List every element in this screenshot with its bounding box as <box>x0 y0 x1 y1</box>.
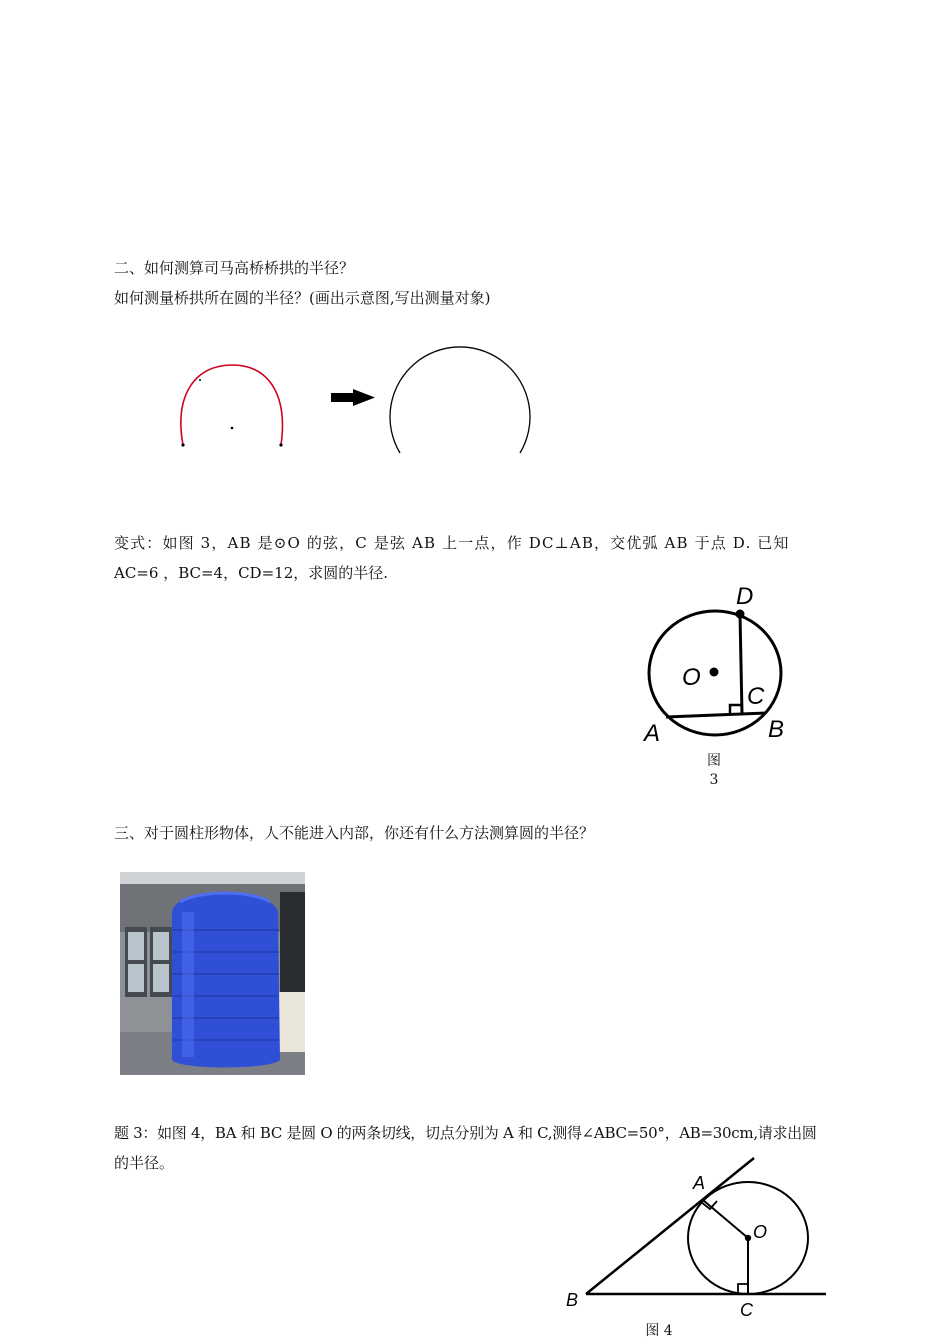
arc-endpoint-left <box>181 443 184 446</box>
arc-endpoint-right <box>279 443 282 446</box>
problem-3-text-line-2: 的半径。 <box>114 1154 175 1172</box>
chord-ab <box>666 713 766 717</box>
figure-3-diagram <box>630 580 810 750</box>
section-2-heading: 二、如何测算司马高桥桥拱的半径？ <box>114 259 355 277</box>
arc-point <box>199 379 201 381</box>
section-3-heading: 三、对于圆柱形物体，人不能进入内部，你还有什么方法测算圆的半径？ <box>114 824 595 842</box>
radius-oa <box>703 1200 748 1238</box>
section-2-question: 如何测量桥拱所在圆的半径？(画出示意图,写出测量对象) <box>114 289 491 307</box>
label-b: B <box>566 1290 579 1310</box>
problem-3-text-line-1: 题 3：如图 4，BA 和 BC 是圆 O 的两条切线，切点分别为 A 和 C,测得∠ABC=50°，AB=30cm,请求出圆 <box>114 1124 817 1142</box>
figure-3-caption <box>704 752 724 790</box>
label-a: A <box>644 720 661 747</box>
center-o <box>745 1235 751 1241</box>
label-d: D <box>736 583 754 610</box>
figure-3-caption-line-1: 图 <box>707 753 721 769</box>
label-b: B <box>768 716 785 743</box>
right-arrow-icon <box>331 389 375 406</box>
variant-text-line-1: 变式：如图 3，AB 是⊙O 的弦，C 是弦 AB 上一点，作 DC⊥AB，交优弧 AB 于点 D. 已知 <box>114 534 790 552</box>
label-o: O <box>753 1222 768 1242</box>
figure-4-diagram <box>560 1150 840 1325</box>
arc-to-circle-diagram <box>170 340 540 460</box>
label-a: A <box>693 1173 706 1193</box>
segment-dc <box>740 614 742 714</box>
arc-center-dot <box>231 427 234 430</box>
water-tank-photo <box>120 872 305 1075</box>
tangent-line-ba <box>586 1158 754 1294</box>
label-c: C <box>747 683 765 710</box>
full-circle-sketch <box>390 347 530 453</box>
figure-4-caption: 图 4 <box>645 1323 673 1339</box>
variant-text-line-2: AC=6 ，BC=4，CD=12，求圆的半径. <box>114 564 389 582</box>
figure-3-caption-line-2: 3 <box>709 772 719 788</box>
center-o <box>710 668 719 677</box>
label-o: O <box>682 664 701 691</box>
bridge-arc <box>181 365 283 445</box>
label-c: C <box>740 1300 753 1320</box>
point-d <box>736 610 745 619</box>
